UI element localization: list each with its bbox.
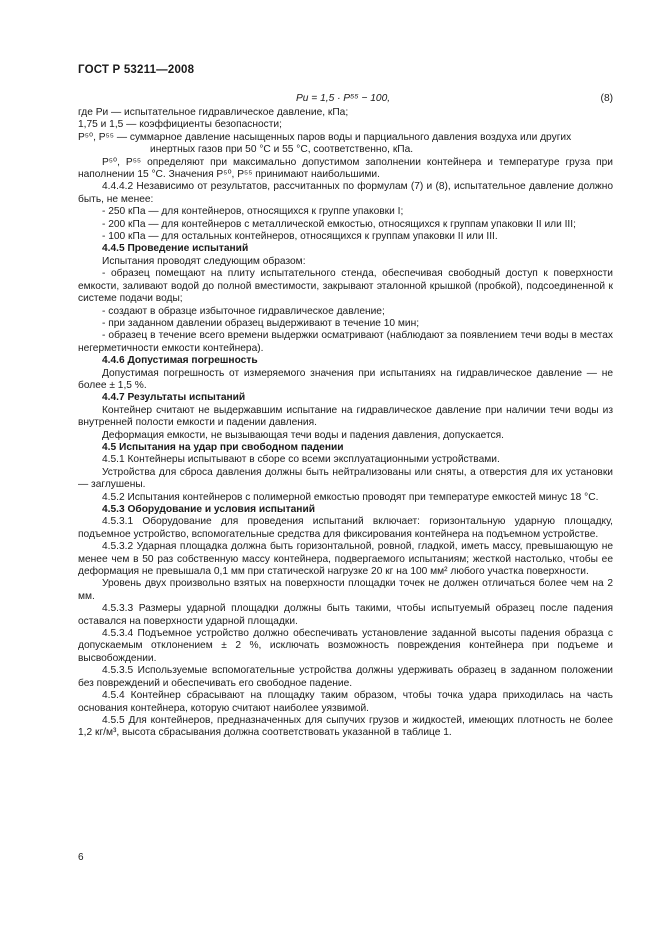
- paragraph: Устройства для сброса давления должны быть нейтрализованы или сняты, а отверстия для их установки — заглушены.: [78, 466, 613, 491]
- paragraph: P⁵⁰, P⁵⁵ определяют при максимально допустимом заполнении контейнера и температуре груза при наполнении 15 °С. Значения P⁵⁰, P⁵⁵ принимают наибольшими.: [78, 156, 613, 181]
- page-number: 6: [78, 852, 84, 863]
- list-item: - 100 кПа — для остальных контейнеров, относящихся к группам упаковки II или III.: [102, 231, 498, 243]
- paragraph: Деформация емкости, не вызывающая течи воды и падения давления, допускается.: [102, 429, 504, 441]
- paragraph: 4.5.3.4 Подъемное устройство должно обеспечивать установление заданной высоты падения образца с допускаемым отклонением ± 2 %, исключать возможность повреждения контейнера при подъеме и высвобождении.: [78, 628, 613, 664]
- list-item: - при заданном давлении образец выдерживают в течение 10 мин;: [102, 317, 420, 329]
- paragraph: 4.5.5 Для контейнеров, предназначенных для сыпучих грузов и жидкостей, имеющих плотность не более 1,2 кг/м³, высота сбрасывания должна соответствовать указанной в таблице 1.: [78, 714, 613, 739]
- list-item: - образец помещают на плиту испытательного стенда, обеспечивая свободный доступ к поверхности емкости, заливают водой до полной вместимости, закрывают эталонной крышкой (пробкой), подсоединенной к системе подачи воды;: [78, 268, 613, 305]
- section-heading: 4.4.5 Проведение испытаний: [102, 243, 249, 255]
- section-heading: 4.4.6 Допустимая погрешность: [102, 355, 258, 367]
- section-heading: 4.5.3 Оборудование и условия испытаний: [102, 504, 315, 515]
- list-item: - 250 кПа — для контейнеров, относящихся к группе упаковки I;: [102, 206, 404, 218]
- list-item: - образец в течение всего времени выдержки осматривают (наблюдают за появлением течи воды в местах негерметичности емкости контейнера).: [78, 330, 613, 354]
- list-item: - 200 кПа — для контейнеров с металлической емкостью, относящихся к группам упаковки II или III;: [102, 218, 576, 230]
- paragraph: 4.5.2 Испытания контейнеров с полимерной емкостью проводят при температуре емкостей минус 18 °С.: [102, 491, 599, 503]
- formula-number: (8): [600, 93, 613, 104]
- paragraph: 4.5.3.5 Используемые вспомогательные устройства должны удерживать образец в заданном положении без повреждений и обеспечивать его свободное падение.: [78, 665, 613, 689]
- where-line: где Pи — испытательное гидравлическое давление, кПа;: [78, 107, 349, 118]
- where-line: P⁵⁰, P⁵⁵ — суммарное давление насыщенных паров воды и парциального давления воздуха или других: [78, 131, 572, 143]
- document-body: [78, 93, 613, 740]
- paragraph: 4.5.3.1 Оборудование для проведения испытаний включает: горизонтальную ударную площадку, подъемное устройство, вспомогательные средства для фиксирования контейнера на подъемном устройстве.: [78, 516, 613, 540]
- paragraph: 4.5.3.2 Ударная площадка должна быть горизонтальной, ровной, гладкой, иметь массу, превышающую не менее чем в 50 раз собственную массу контейнера, подвергаемого испытаниям; жесткой настолько, чтобы ее деформация не превышала 0,1 мм при статической нагрузке 20 кг на 100 мм² любого участка поверхности.: [78, 541, 613, 578]
- list-item: - создают в образце избыточное гидравлическое давление;: [102, 305, 385, 317]
- paragraph: 4.5.3.3 Размеры ударной площадки должны быть такими, чтобы испытуемый образец после падения оставался на поверхности ударной площадки.: [78, 603, 613, 627]
- where-line: 1,75 и 1,5 — коэффициенты безопасности;: [78, 119, 282, 131]
- section-heading: 4.5 Испытания на удар при свободном падении: [102, 441, 344, 453]
- paragraph: 4.4.4.2 Независимо от результатов, рассчитанных по формулам (7) и (8), испытательное давление должно быть, не менее:: [78, 181, 613, 205]
- paragraph: Допустимая погрешность от измеряемого значения при испытаниях на гидравлическое давление — не более ± 1,5 %.: [78, 367, 613, 391]
- paragraph: Уровень двух произвольно взятых на поверхности площадки точек не должен отличаться более чем на 2 мм.: [78, 578, 613, 602]
- paragraph: 4.5.1 Контейнеры испытывают в сборе со всеми эксплуатационными устройствами.: [102, 454, 500, 466]
- formula-8: [78, 93, 613, 107]
- paragraph: Контейнер считают не выдержавшим испытание на гидравлическое давление при наличии течи воды из внутренней полости емкости и падении давления.: [78, 404, 613, 429]
- paragraph: 4.5.4 Контейнер сбрасывают на площадку таким образом, чтобы точка удара приходилась на часть основания контейнера, которую считают наиболее уязвимой.: [78, 690, 613, 714]
- where-line: инертных газов при 50 °С и 55 °С, соответственно, кПа.: [150, 144, 414, 156]
- formula-text: Pи = 1,5 · P⁵⁵ − 100,: [296, 93, 391, 104]
- paragraph: Испытания проводят следующим образом:: [102, 255, 306, 267]
- standard-header: ГОСТ Р 53211—2008: [78, 64, 195, 76]
- section-heading: 4.4.7 Результаты испытаний: [102, 392, 246, 404]
